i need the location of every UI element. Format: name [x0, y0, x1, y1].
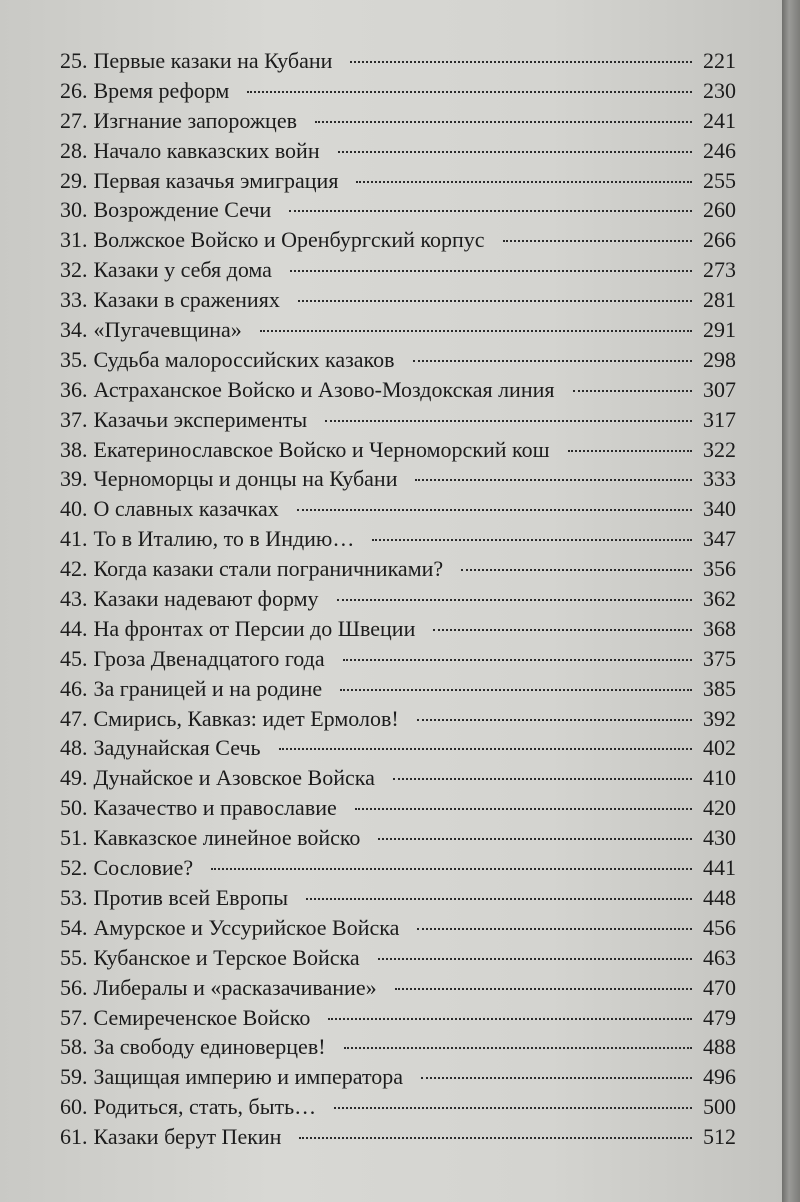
toc-dot-leader — [315, 121, 692, 123]
toc-entry-title: Смирись, Кавказ: идет Ермолов! — [93, 705, 399, 731]
toc-entry-title: Изгнание запорожцев — [93, 107, 297, 133]
toc-dot-leader — [417, 928, 692, 930]
toc-dot-leader — [350, 61, 692, 63]
toc-entry-title: Задунайская Сечь — [93, 735, 261, 761]
toc-entry-title: Амурское и Уссурийское Войска — [93, 914, 400, 940]
toc-entry-title: О славных казачках — [93, 496, 279, 522]
toc-entry-number: 40. — [60, 496, 88, 522]
toc-entry-number: 39. — [60, 466, 88, 492]
toc-entry — [60, 735, 736, 765]
toc-entry-number: 52. — [60, 855, 88, 881]
toc-dot-leader — [395, 988, 692, 990]
toc-dot-leader — [299, 1137, 692, 1139]
toc-entry-page-number: 333 — [703, 466, 736, 492]
toc-entry-page-number: 221 — [703, 48, 736, 73]
toc-entry-number: 54. — [60, 914, 88, 940]
toc-entry-title: Екатеринославское Войско и Черноморский кош — [93, 436, 550, 462]
toc-entry-page-number: 317 — [703, 406, 736, 432]
toc-entry-title: «Пугачевщина» — [93, 317, 242, 343]
toc-dot-leader — [421, 1077, 692, 1079]
toc-dot-leader — [340, 689, 692, 691]
toc-dot-leader — [393, 778, 692, 780]
toc-dot-leader — [417, 719, 692, 721]
toc-entry-number: 59. — [60, 1064, 88, 1090]
toc-entry-page-number: 281 — [703, 287, 736, 313]
toc-dot-leader — [298, 300, 692, 302]
toc-entry-number: 61. — [60, 1124, 88, 1150]
toc-entry-number: 43. — [60, 586, 88, 612]
toc-entry-page-number: 410 — [703, 765, 736, 791]
toc-dot-leader — [433, 629, 692, 631]
toc-entry-number: 45. — [60, 645, 88, 671]
toc-dot-leader — [344, 1047, 692, 1049]
toc-entry-number: 31. — [60, 227, 88, 253]
toc-entry-number: 25. — [60, 48, 88, 73]
toc-entry-title: Семиреченское Войско — [93, 1004, 311, 1030]
toc-entry-number: 41. — [60, 526, 88, 552]
toc-entry-number: 44. — [60, 615, 88, 641]
toc-entry-title: Против всей Европы — [93, 884, 289, 910]
toc-entry-title: Астраханское Войско и Азово-Моздокская линия — [93, 376, 555, 402]
toc-entry-number: 42. — [60, 556, 88, 582]
toc-entry-number: 33. — [60, 287, 88, 313]
toc-entry-number: 27. — [60, 107, 88, 133]
toc-dot-leader — [306, 898, 692, 900]
toc-entry-title: Гроза Двенадцатого года — [93, 645, 325, 671]
toc-entry-title: Когда казаки стали пограничниками? — [93, 556, 444, 582]
toc-entry-page-number: 273 — [703, 257, 736, 283]
toc-entry-page-number: 512 — [703, 1124, 736, 1150]
toc-entry — [60, 795, 736, 825]
toc-entry-page-number: 441 — [703, 855, 736, 881]
toc-entry-page-number: 392 — [703, 705, 736, 731]
toc-entry — [60, 556, 736, 586]
toc-dot-leader — [568, 450, 692, 452]
toc-entry — [60, 197, 736, 227]
toc-entry-title: Дунайское и Азовское Войска — [93, 765, 375, 791]
toc-entry-number: 48. — [60, 735, 88, 761]
toc-entry-number: 30. — [60, 197, 88, 223]
toc-entry-page-number: 347 — [703, 526, 736, 552]
toc-entry-number: 37. — [60, 406, 88, 432]
page-edge-shadow — [782, 0, 800, 1202]
toc-entry-page-number: 266 — [703, 227, 736, 253]
toc-entry — [60, 915, 736, 945]
toc-entry-number: 28. — [60, 137, 88, 163]
toc-dot-leader — [343, 659, 692, 661]
toc-entry — [60, 646, 736, 676]
toc-entry — [60, 257, 736, 287]
toc-entry — [60, 885, 736, 915]
toc-entry-title: Черноморцы и донцы на Кубани — [93, 466, 398, 492]
toc-entry-title: За свободу единоверцев! — [93, 1034, 326, 1060]
toc-entry-number: 56. — [60, 974, 88, 1000]
toc-entry-title: Казаки берут Пекин — [93, 1124, 282, 1150]
toc-entry-page-number: 298 — [703, 346, 736, 372]
toc-entry-page-number: 260 — [703, 197, 736, 223]
toc-entry-title: Первые казаки на Кубани — [93, 48, 333, 73]
toc-entry-page-number: 322 — [703, 436, 736, 462]
toc-entry-title: Родиться, стать, быть… — [93, 1094, 317, 1120]
toc-entry-page-number: 488 — [703, 1034, 736, 1060]
toc-entry-title: Возрождение Сечи — [93, 197, 272, 223]
toc-entry-title: Первая казачья эмиграция — [93, 167, 339, 193]
toc-entry-number: 49. — [60, 765, 88, 791]
toc-dot-leader — [334, 1107, 692, 1109]
toc-entry — [60, 855, 736, 885]
toc-entry-title: На фронтах от Персии до Швеции — [93, 615, 416, 641]
toc-entry-page-number: 241 — [703, 107, 736, 133]
toc-entry — [60, 1005, 736, 1035]
toc-entry-title: Казаки надевают форму — [93, 586, 319, 612]
toc-entry-number: 46. — [60, 675, 88, 701]
toc-entry — [60, 287, 736, 317]
toc-entry — [60, 78, 736, 108]
toc-entry-page-number: 255 — [703, 167, 736, 193]
toc-entry-title: Начало кавказских войн — [93, 137, 320, 163]
toc-dot-leader — [415, 479, 692, 481]
toc-entry — [60, 1124, 736, 1154]
toc-entry — [60, 586, 736, 616]
toc-entry — [60, 1064, 736, 1094]
toc-entry — [60, 227, 736, 257]
toc-entry — [60, 1034, 736, 1064]
toc-entry-number: 58. — [60, 1034, 88, 1060]
toc-entry — [60, 945, 736, 975]
toc-entry-number: 32. — [60, 257, 88, 283]
toc-dot-leader — [378, 958, 692, 960]
toc-entry-page-number: 496 — [703, 1064, 736, 1090]
toc-entry — [60, 48, 736, 78]
toc-entry-number: 38. — [60, 436, 88, 462]
toc-entry-page-number: 368 — [703, 615, 736, 641]
toc-entry-page-number: 375 — [703, 645, 736, 671]
toc-dot-leader — [413, 360, 692, 362]
toc-entry-title: Казачество и православие — [93, 795, 337, 821]
toc-dot-leader — [461, 569, 692, 571]
toc-dot-leader — [372, 539, 692, 541]
toc-entry — [60, 676, 736, 706]
toc-dot-leader — [325, 420, 692, 422]
toc-entry-page-number: 448 — [703, 884, 736, 910]
toc-entry — [60, 168, 736, 198]
toc-entry-page-number: 385 — [703, 675, 736, 701]
toc-entry-number: 36. — [60, 376, 88, 402]
toc-entry-page-number: 230 — [703, 77, 736, 103]
toc-entry-number: 60. — [60, 1094, 88, 1120]
toc-entry — [60, 407, 736, 437]
toc-entry — [60, 825, 736, 855]
toc-entry-title: Кавказское линейное войско — [93, 825, 361, 851]
toc-dot-leader — [297, 509, 692, 511]
toc-entry — [60, 1094, 736, 1124]
toc-entry-page-number: 402 — [703, 735, 736, 761]
toc-entry — [60, 108, 736, 138]
toc-entry — [60, 975, 736, 1005]
toc-entry-number: 50. — [60, 795, 88, 821]
toc-entry-number: 51. — [60, 825, 88, 851]
toc-entry-page-number: 463 — [703, 944, 736, 970]
toc-dot-leader — [338, 151, 692, 153]
toc-dot-leader — [211, 868, 692, 870]
toc-dot-leader — [328, 1018, 692, 1020]
toc-entry — [60, 526, 736, 556]
toc-entry-number: 34. — [60, 317, 88, 343]
toc-dot-leader — [378, 838, 692, 840]
toc-entry-page-number: 500 — [703, 1094, 736, 1120]
toc-entry-title: Казаки у себя дома — [93, 257, 272, 283]
table-of-contents — [60, 48, 736, 1154]
toc-dot-leader — [356, 181, 692, 183]
toc-entry-page-number: 291 — [703, 317, 736, 343]
toc-entry-page-number: 479 — [703, 1004, 736, 1030]
toc-dot-leader — [279, 748, 692, 750]
toc-entry-page-number: 362 — [703, 586, 736, 612]
toc-entry-number: 26. — [60, 77, 88, 103]
toc-entry-number: 47. — [60, 705, 88, 731]
toc-entry-page-number: 246 — [703, 137, 736, 163]
toc-entry-page-number: 420 — [703, 795, 736, 821]
toc-entry-page-number: 307 — [703, 376, 736, 402]
toc-entry — [60, 377, 736, 407]
toc-entry — [60, 616, 736, 646]
toc-dot-leader — [290, 270, 692, 272]
toc-entry — [60, 437, 736, 467]
toc-entry-title: Сословие? — [93, 855, 194, 881]
toc-entry — [60, 347, 736, 377]
toc-entry-number: 53. — [60, 884, 88, 910]
toc-entry-page-number: 430 — [703, 825, 736, 851]
toc-entry-title: Судьба малороссийских казаков — [93, 346, 395, 372]
toc-entry-title: Казачьи эксперименты — [93, 406, 308, 432]
toc-dot-leader — [503, 240, 692, 242]
toc-entry — [60, 496, 736, 526]
toc-entry-title: За границей и на родине — [93, 675, 323, 701]
toc-dot-leader — [247, 91, 692, 93]
toc-dot-leader — [260, 330, 692, 332]
toc-entry-title: Казаки в сражениях — [93, 287, 280, 313]
toc-dot-leader — [289, 210, 692, 212]
toc-entry-page-number: 470 — [703, 974, 736, 1000]
toc-entry-title: Защищая империю и императора — [93, 1064, 404, 1090]
toc-entry — [60, 466, 736, 496]
toc-dot-leader — [337, 599, 692, 601]
toc-entry-title: Кубанское и Терское Войска — [93, 944, 360, 970]
toc-entry-number: 35. — [60, 346, 88, 372]
toc-dot-leader — [573, 390, 692, 392]
toc-entry-number: 29. — [60, 167, 88, 193]
toc-entry — [60, 317, 736, 347]
toc-entry-page-number: 456 — [703, 914, 736, 940]
toc-entry — [60, 765, 736, 795]
toc-entry-page-number: 340 — [703, 496, 736, 522]
toc-entry-title: Либералы и «расказачивание» — [93, 974, 377, 1000]
toc-entry-title: Волжское Войско и Оренбургский корпус — [93, 227, 485, 253]
toc-entry-title: То в Италию, то в Индию… — [93, 526, 355, 552]
toc-entry — [60, 138, 736, 168]
toc-entry-number: 57. — [60, 1004, 88, 1030]
toc-dot-leader — [355, 808, 692, 810]
toc-entry-page-number: 356 — [703, 556, 736, 582]
toc-entry — [60, 706, 736, 736]
toc-entry-number: 55. — [60, 944, 88, 970]
toc-entry-title: Время реформ — [93, 77, 230, 103]
